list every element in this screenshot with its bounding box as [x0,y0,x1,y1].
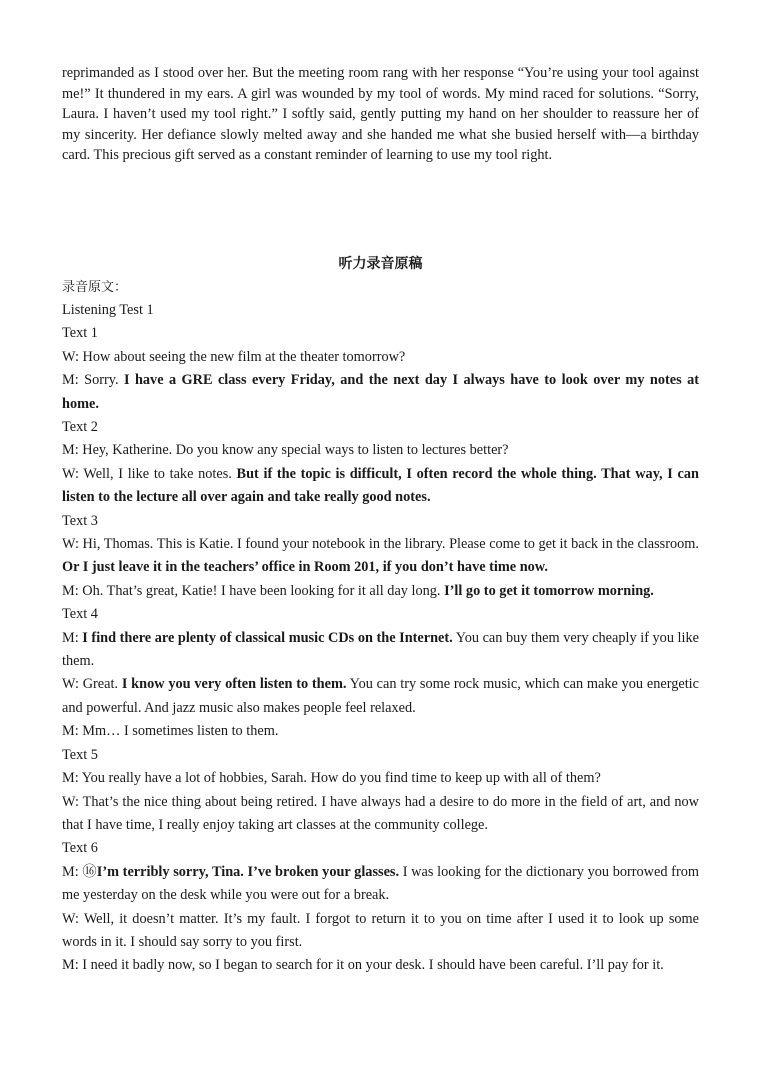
document-page [62,63,699,978]
line-text: M: ⑯ [62,863,97,880]
line-text: Text 3 [62,512,98,529]
essay-paragraph: reprimanded as I stood over her. But the meeting room rang with her response “You’re using your tool against me!” It thundered in my ears. A girl was wounded by my tool of words. My mind raced for solutions. “Sorry, Laura. I haven’t used my tool right.” I softly said, gently putting my hand on her shoulder to reassure her of my sincerity. Her defiance slowly melted away and she handed me what she busied herself with—a birthday card. This precious gift served as a constant reminder of learning to use my tool right. [62,65,699,164]
transcript-lines [62,322,699,977]
line-text: W: That’s the nice thing about being retired. I have always had a desire to do more in the field of art, and now that I have time, I really enjoy taking art classes at the community college. [62,793,699,833]
dialogue-line [62,767,699,790]
line-bold-text: I know you very often listen to them. [121,676,347,693]
dialogue-line [62,439,699,462]
line-text: Text 1 [62,325,98,342]
text-heading [62,510,699,533]
line-text: W: How about seeing the new film at the theater tomorrow? [62,348,406,365]
dialogue-line [62,580,699,603]
text-heading [62,322,699,345]
line-text: M: Sorry. [62,372,124,389]
line-text: Text 2 [62,419,98,435]
dialogue-line [62,346,699,369]
line-bold-text: Or I just leave it in the teachers’ office in Room 201, if you don’t have time now. [62,559,548,576]
line-text: Text 4 [62,606,98,623]
line-text: M: Hey, Katherine. Do you know any special ways to listen to lectures better? [62,442,509,459]
line-text: W: Great. [62,676,122,693]
dialogue-line [62,954,699,977]
text-heading [62,416,699,439]
test-title: Listening Test 1 [62,301,154,318]
line-text: M: You really have a lot of hobbies, Sarah. How do you find time to keep up with all of them? [62,770,601,787]
text-heading [62,837,699,860]
line-text: W: Well, it doesn’t matter. It’s my fault. I forgot to return it to you on time after I used it to look up some words in it. I should say sorry to you first. [62,910,699,950]
line-bold-text: I’m terribly sorry, Tina. I’ve broken your glasses. [96,863,400,880]
line-text: Text 5 [62,746,98,763]
dialogue-line [62,533,699,580]
line-after-text: You can try some rock music, which can make you energetic and powerful. And jazz music also makes people feel relaxed. [62,676,699,716]
line-text: M: Mm… I sometimes listen to them. [62,723,279,740]
line-after-text: I was looking for the dictionary you borrowed from me yesterday on the desk while you were out for a break. [62,863,699,904]
line-text: W: Well, I like to take notes. [62,465,237,482]
dialogue-line [62,908,699,955]
text-heading [62,603,699,626]
dialogue-line [62,627,699,674]
line-text: Text 6 [62,840,98,857]
dialogue-line [62,791,699,838]
line-bold-text: I have a GRE class every Friday, and the next day I always have to look over my notes at home. [62,372,700,412]
line-bold-text: I find there are plenty of classical music CDs on the Internet. [82,629,453,646]
dialogue-line [62,861,699,908]
dialogue-line [62,369,699,416]
transcript-label: 录音原文： [62,279,128,295]
line-text: W: Hi, Thomas. This is Katie. I found your notebook in the library. Please come to get it back in the classroom. [62,536,699,553]
dialogue-line [62,673,699,720]
line-text: M: Oh. That’s great, Katie! I have been looking for it all day long. [62,582,445,599]
dialogue-line [62,463,699,510]
section-title: 听力录音原稿 [338,255,423,272]
line-bold-text: I’ll go to get it tomorrow morning. [444,582,654,599]
line-after-text: You can buy them very cheaply if you like them. [62,629,699,670]
text-heading [62,744,699,767]
line-bold-text: But if the topic is difficult, I often record the whole thing. That way, I can listen to the lecture all over again and take really good notes. [62,465,700,506]
line-text: M: I need it badly now, so I began to search for it on your desk. I should have been careful. I’ll pay for it. [62,957,664,974]
dialogue-line [62,720,699,743]
line-text: M: [62,629,83,646]
